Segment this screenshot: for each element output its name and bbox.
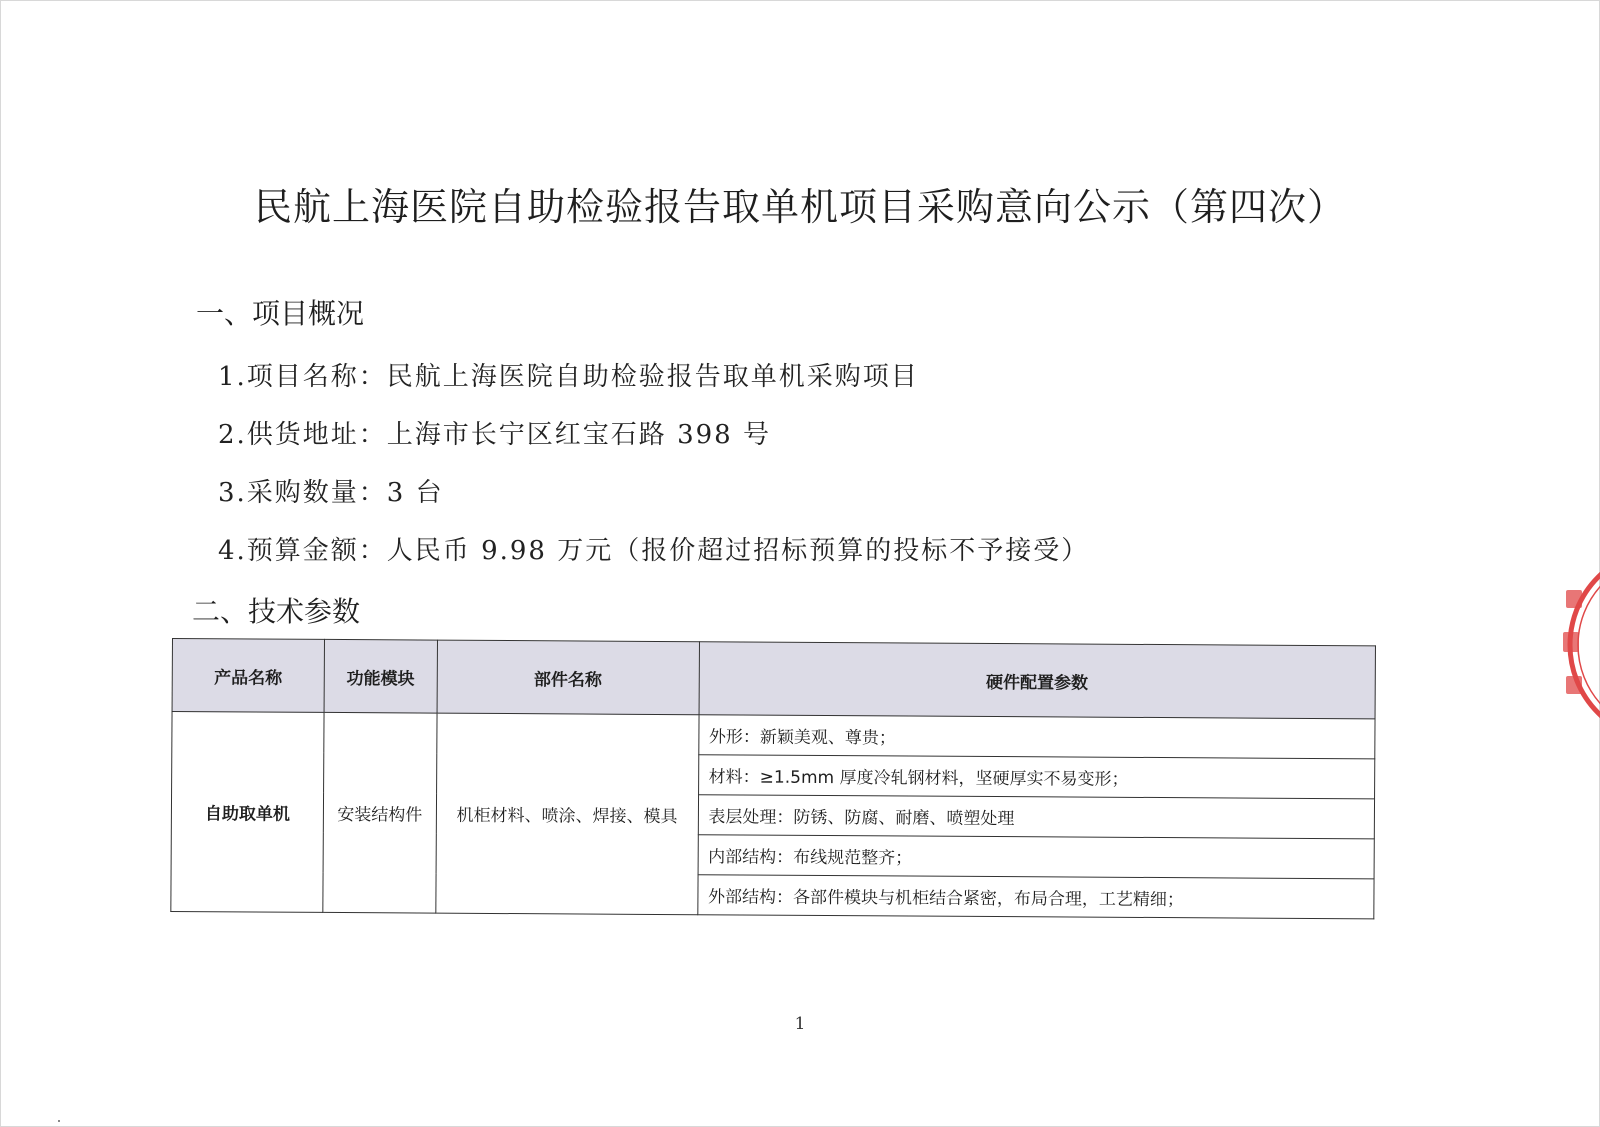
table-header-row — [172, 639, 1375, 719]
item-delivery-address: 2.供货地址：上海市长宁区红宝石路 398 号 — [218, 420, 771, 450]
cell-spec-internal: 内部结构：布线规范整齐； — [698, 835, 1375, 879]
red-seal-fragment — [1556, 560, 1600, 730]
header-hardware-params: 硬件配置参数 — [699, 642, 1376, 719]
header-function-module: 功能模块 — [324, 639, 437, 713]
item-quantity: 3.采购数量：3 台 — [218, 478, 444, 508]
item-budget: 4.预算金额：人民币 9.98 万元（报价超过招标预算的投标不予接受） — [218, 536, 1090, 566]
section-heading-tech-params: 二、技术参数 — [192, 595, 361, 628]
item-project-name: 1.项目名称：民航上海医院自助检验报告取单机采购项目 — [218, 362, 919, 392]
document-title: 民航上海医院自助检验报告取单机项目采购意向公示（第四次） — [253, 185, 1346, 229]
cell-spec-surface: 表层处理：防锈、防腐、耐磨、喷塑处理 — [698, 795, 1375, 839]
header-part-name: 部件名称 — [437, 640, 699, 715]
header-product-name: 产品名称 — [172, 639, 324, 713]
section-heading-overview: 一、项目概况 — [196, 297, 365, 330]
cell-spec-material: 材料：≥1.5mm 厚度冷轧钢材料，坚硬厚实不易变形； — [698, 755, 1375, 799]
scan-speck — [58, 1120, 60, 1122]
seal-icon — [1556, 560, 1600, 730]
table-row — [172, 712, 1375, 759]
cell-spec-appearance: 外形：新颖美观、尊贵； — [698, 715, 1375, 759]
page-number: 1 — [794, 1014, 806, 1034]
cell-part: 机柜材料、喷涂、焊接、模具 — [436, 713, 699, 915]
cell-product: 自助取单机 — [171, 712, 324, 913]
tech-params-table — [170, 638, 1376, 919]
cell-module: 安装结构件 — [323, 712, 437, 913]
cell-spec-external: 外部结构：各部件模块与机柜结合紧密，布局合理，工艺精细； — [697, 875, 1374, 919]
